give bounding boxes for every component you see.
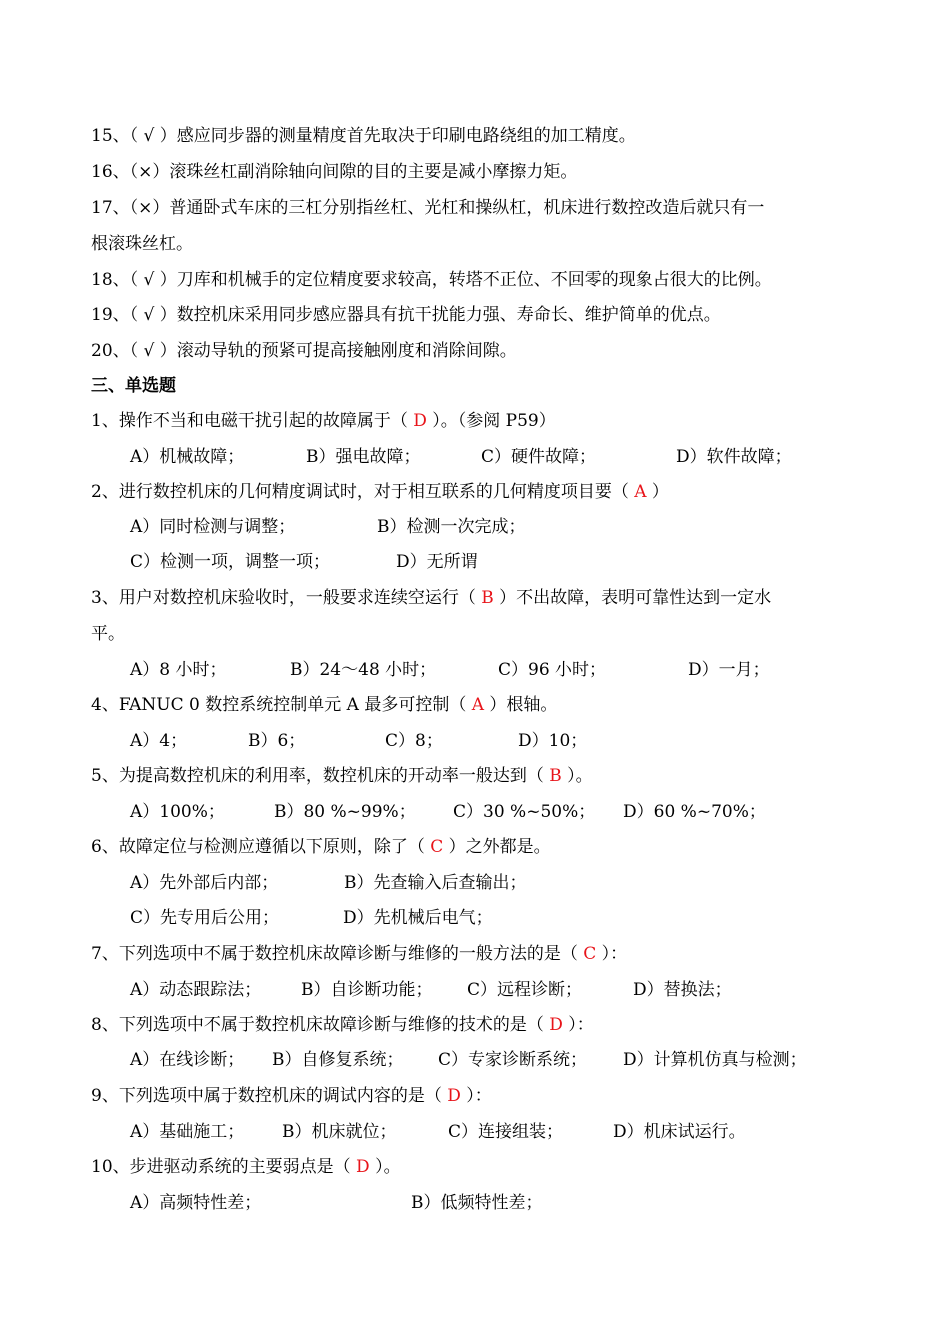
option-b: B）检测一次完成； xyxy=(377,517,526,537)
item-number: 19、 xyxy=(91,305,130,325)
question-text: 7、下列选项中不属于数控机床故障诊断与维修的一般方法的是（ xyxy=(91,944,578,964)
item-text: 普通卧式车床的三杠分别指丝杠、光杠和操纵杠，机床进行数控改造后就只有一 xyxy=(169,198,765,218)
question-5 xyxy=(91,766,593,788)
item-number: 15、 xyxy=(91,126,130,146)
judgement-item-16 xyxy=(91,162,577,184)
option-b: B）低频特性差； xyxy=(411,1193,543,1213)
question-7 xyxy=(91,944,627,966)
option-c: C）30 %~50%； xyxy=(453,802,596,822)
item-number: 18、 xyxy=(91,270,130,290)
option-a: A）基础施工； xyxy=(130,1122,245,1142)
answer-letter: B xyxy=(543,766,568,786)
answer-letter: D xyxy=(543,1015,569,1035)
option-d: D）一月； xyxy=(688,660,770,680)
option-b: B）24～48 小时； xyxy=(290,660,437,680)
option-d: D）60 %~70%； xyxy=(623,802,766,822)
option-c: C）硬件故障； xyxy=(481,447,597,467)
option-c: C）检测一项，调整一项； xyxy=(130,552,331,572)
item-number: 20、 xyxy=(91,341,130,361)
question-9 xyxy=(91,1086,492,1108)
option-b: B）强电故障； xyxy=(306,447,421,467)
option-d: D）先机械后电气； xyxy=(343,908,493,928)
question-text-end: ） xyxy=(651,482,669,502)
answer-letter: D xyxy=(350,1157,376,1177)
item-number: 16、 xyxy=(91,162,130,182)
option-c: C）8； xyxy=(385,731,443,751)
question-text: 1、操作不当和电磁干扰引起的故障属于（ xyxy=(91,411,408,431)
question-text-end: ）。 xyxy=(567,766,593,786)
question-text: 2、进行数控机床的几何精度调试时，对于相互联系的几何精度项目要（ xyxy=(91,482,629,502)
option-a: A）8 小时； xyxy=(130,660,227,680)
option-d: D）无所谓 xyxy=(396,552,478,572)
answer-letter: D xyxy=(407,411,433,431)
answer-letter: C xyxy=(577,944,602,964)
question-4 xyxy=(91,695,557,717)
question-text-end: ）根轴。 xyxy=(489,695,558,715)
question-1 xyxy=(91,411,556,433)
question-text: 6、故障定位与检测应遵循以下原则，除了（ xyxy=(91,837,425,857)
option-a: A）100%； xyxy=(130,802,225,822)
question-text: 8、下列选项中不属于数控机床故障诊断与维修的技术的是（ xyxy=(91,1015,544,1035)
option-d: D）软件故障； xyxy=(676,447,792,467)
option-a: A）机械故障； xyxy=(130,447,245,467)
option-a: A）高频特性差； xyxy=(130,1193,262,1213)
judgement-item-17 xyxy=(91,198,764,220)
answer-mark: （ √ ） xyxy=(129,341,177,361)
question-text-end: ）之外都是。 xyxy=(448,837,551,857)
judgement-item-15 xyxy=(91,126,636,148)
answer-mark: （ √ ） xyxy=(129,305,177,325)
judgement-item-18 xyxy=(91,270,772,292)
question-text-end: ）。 xyxy=(375,1157,401,1177)
answer-mark: （×） xyxy=(129,162,170,182)
question-text-end: ）。（参阅 P59） xyxy=(432,411,556,431)
option-d: D）机床试运行。 xyxy=(613,1122,746,1142)
question-3-continued: 平。 xyxy=(91,624,125,644)
option-b: B）80 %~99%； xyxy=(274,802,416,822)
option-b: B）机床就位； xyxy=(282,1122,397,1142)
option-a: A）动态跟踪法； xyxy=(130,980,262,1000)
answer-letter: D xyxy=(441,1086,467,1106)
option-b: B）自诊断功能； xyxy=(301,980,433,1000)
answer-letter: A xyxy=(628,482,652,502)
option-a: A）同时检测与调整； xyxy=(130,517,296,537)
question-text-end: ）： xyxy=(568,1015,594,1035)
option-c: C）先专用后公用； xyxy=(130,908,280,928)
item-text: 刀库和机械手的定位精度要求较高，转塔不正位、不回零的现象占很大的比例。 xyxy=(176,270,772,290)
judgement-item-20 xyxy=(91,341,517,363)
answer-mark: （×） xyxy=(129,198,170,218)
question-2 xyxy=(91,482,669,504)
question-3 xyxy=(91,588,771,610)
option-b: B）先查输入后查输出； xyxy=(344,873,527,893)
item-text: 滚动导轨的预紧可提高接触刚度和消除间隙。 xyxy=(176,341,517,361)
question-text-end: ）： xyxy=(601,944,628,964)
question-6 xyxy=(91,837,551,859)
option-c: C）连接组装； xyxy=(448,1122,564,1142)
option-c: C）96 小时； xyxy=(498,660,607,680)
question-text-end: ）不出故障，表明可靠性达到一定水 xyxy=(499,588,772,608)
option-b: B）自修复系统； xyxy=(272,1050,404,1070)
option-a: A）先外部后内部； xyxy=(130,873,279,893)
option-d: D）替换法； xyxy=(633,980,732,1000)
option-d: D）计算机仿真与检测； xyxy=(623,1050,807,1070)
item-text: 感应同步器的测量精度首先取决于印刷电路绕组的加工精度。 xyxy=(176,126,636,146)
answer-mark: （ √ ） xyxy=(129,126,177,146)
option-a: A）在线诊断； xyxy=(130,1050,245,1070)
option-b: B）6； xyxy=(248,731,306,751)
item-text: 数控机床采用同步感应器具有抗干扰能力强、寿命长、维护简单的优点。 xyxy=(176,305,721,325)
question-text: 9、下列选项中属于数控机床的调试内容的是（ xyxy=(91,1086,442,1106)
item-number: 17、 xyxy=(91,198,130,218)
option-c: C）专家诊断系统； xyxy=(438,1050,588,1070)
answer-letter: C xyxy=(424,837,449,857)
option-a: A）4； xyxy=(130,731,188,751)
option-d: D）10； xyxy=(518,731,588,751)
question-text: 3、用户对数控机床验收时，一般要求连续空运行（ xyxy=(91,588,476,608)
section-title: 三、单选题 xyxy=(91,376,176,396)
question-text: 4、FANUC 0 数控系统控制单元 A 最多可控制（ xyxy=(91,695,467,715)
judgement-item-17-continued: 根滚珠丝杠。 xyxy=(91,234,193,254)
question-10 xyxy=(91,1157,401,1179)
answer-mark: （ √ ） xyxy=(129,270,177,290)
answer-letter: B xyxy=(475,588,500,608)
item-text: 滚珠丝杠副消除轴向间隙的目的主要是减小摩擦力矩。 xyxy=(169,162,578,182)
judgement-item-19 xyxy=(91,305,721,327)
answer-letter: A xyxy=(466,695,490,715)
question-text-end: ）： xyxy=(466,1086,492,1106)
option-c: C）远程诊断； xyxy=(467,980,583,1000)
question-8 xyxy=(91,1015,594,1037)
question-text: 10、步进驱动系统的主要弱点是（ xyxy=(91,1157,351,1177)
question-text: 5、为提高数控机床的利用率，数控机床的开动率一般达到（ xyxy=(91,766,544,786)
